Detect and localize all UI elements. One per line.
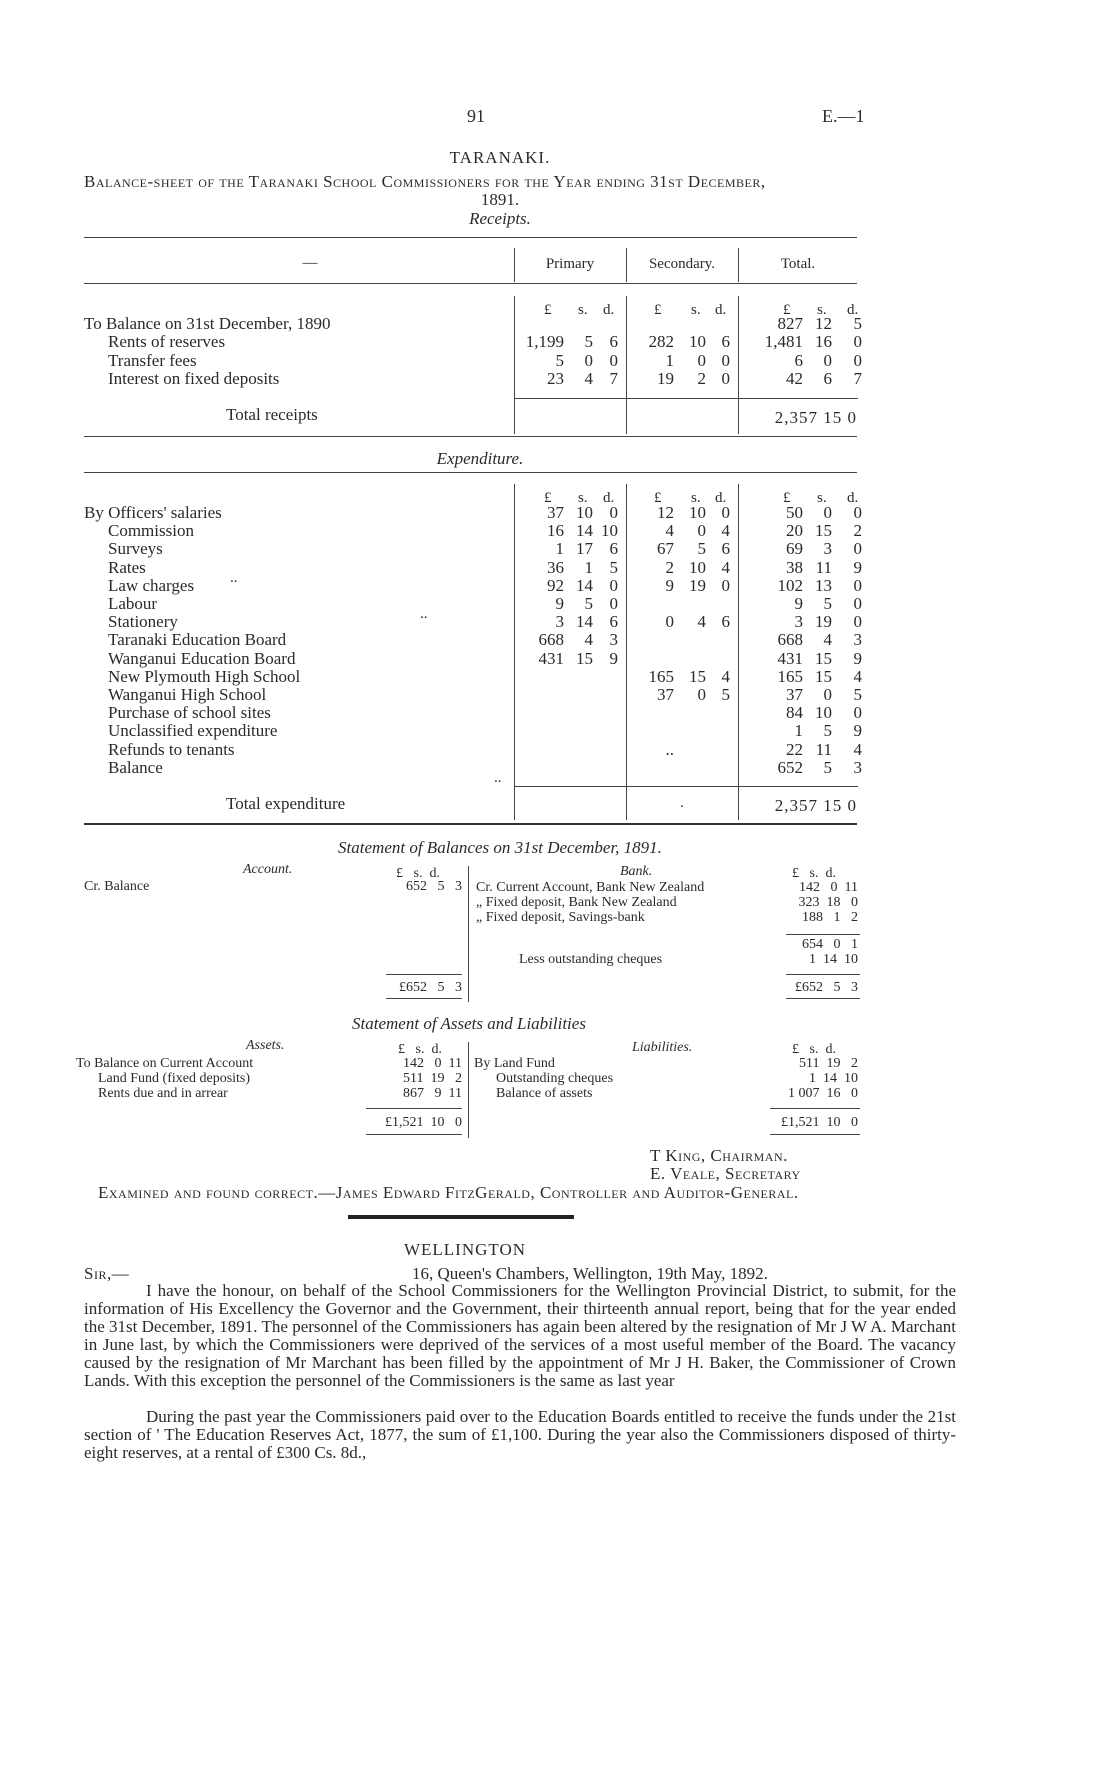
amount-pence: 9 <box>853 557 862 577</box>
amount-pounds: 2 <box>665 557 674 577</box>
col-divider <box>626 484 627 820</box>
less-cheques-value: 1 14 10 <box>809 952 858 967</box>
amount-pence: 5 <box>853 314 862 333</box>
amount-pence: 3 <box>609 630 618 650</box>
total-rule <box>386 974 462 975</box>
amount-pence: 0 <box>853 350 862 370</box>
page-number: 91 <box>467 106 485 126</box>
leader-dot: . <box>680 795 684 811</box>
amount-shillings: 14 <box>576 575 593 595</box>
amount-pounds: 827 <box>777 314 803 333</box>
unit-pound: £ <box>654 302 662 318</box>
table-row-label: Interest on fixed deposits <box>108 368 280 388</box>
bank-row-value: 142 0 11 <box>799 880 858 895</box>
amount-pounds: 668 <box>777 630 803 650</box>
amount-shillings: 0 <box>697 685 706 704</box>
col-header-blank: — <box>302 255 318 271</box>
subtotal-rule <box>514 786 626 787</box>
amount-shillings: 0 <box>823 503 832 522</box>
cr-balance-label: Cr. Balance <box>84 879 150 894</box>
amount-shillings: 15 <box>576 648 593 668</box>
amount-pence: 2 <box>853 521 862 541</box>
assets-units-right: £ s. d. <box>792 1042 836 1057</box>
amount-pence: 4 <box>721 557 730 577</box>
amount-pounds: 431 <box>777 648 803 668</box>
letter-address: 16, Queen's Chambers, Wellington, 19th May, 1892. <box>412 1264 768 1283</box>
amount-shillings: 0 <box>823 350 832 370</box>
table-row-label: Taranaki Education Board <box>108 630 287 650</box>
amount-shillings: 10 <box>815 703 832 723</box>
amount-shillings: 14 <box>576 521 593 541</box>
table-row-label: Stationery <box>108 612 178 632</box>
amount-shillings: 10 <box>689 332 706 352</box>
unit-pence: d. <box>603 302 615 318</box>
amount-pence: 0 <box>609 594 618 613</box>
amount-shillings: 5 <box>697 539 706 559</box>
balances-total-right: £652 5 3 <box>795 980 858 995</box>
table-row-label: Wanganui Education Board <box>108 648 296 668</box>
amount-pounds: 1,199 <box>525 332 564 352</box>
amount-shillings: 5 <box>823 721 832 741</box>
total-rule <box>386 998 462 999</box>
report-code: E.—1 <box>822 106 865 126</box>
amount-shillings: 4 <box>697 612 706 632</box>
cr-balance-value: 652 5 3 <box>406 879 462 894</box>
balances-divider <box>468 866 469 1002</box>
unit-shillings: s. <box>578 490 588 506</box>
amount-shillings: 11 <box>815 739 832 759</box>
expenditure-top-rule <box>84 472 857 473</box>
amount-pence: 0 <box>721 575 730 595</box>
amount-shillings: 17 <box>576 539 593 559</box>
table-row-label: Surveys <box>108 539 163 559</box>
amount-pounds: 67 <box>657 539 674 559</box>
table-row-label: Labour <box>108 594 158 613</box>
amount-pounds: 0 <box>665 612 674 632</box>
amount-pence: 3 <box>853 757 862 777</box>
amount-pence: 3 <box>853 630 862 650</box>
amount-shillings: 1 <box>584 557 593 577</box>
balances-heading: Statement of Balances on 31st December, 1891. <box>338 838 662 857</box>
amount-pounds: 6 <box>794 350 803 370</box>
amount-pence: 6 <box>721 612 730 632</box>
total-expenditure-value: 2,357 15 0 <box>774 796 857 815</box>
amount-pounds: 102 <box>777 575 803 595</box>
expenditure-heading: Expenditure. <box>436 449 524 468</box>
amount-pence: 6 <box>609 612 618 632</box>
table-row-label: Transfer fees <box>108 350 197 370</box>
asset-row-value: 511 19 2 <box>403 1071 462 1086</box>
amount-shillings: 5 <box>823 757 832 777</box>
bank-row-label: Cr. Current Account, Bank New Zealand <box>476 880 705 895</box>
bank-row-label: „ Fixed deposit, Savings-bank <box>476 910 645 925</box>
total-rule <box>770 1134 860 1135</box>
amount-pence: 6 <box>609 332 618 352</box>
amount-shillings: 5 <box>823 594 832 613</box>
amount-pence: 10 <box>601 521 618 541</box>
header-rule <box>84 283 857 284</box>
amount-pence: 4 <box>853 666 862 686</box>
receipts-bottom-rule <box>84 436 857 437</box>
unit-pence: d. <box>847 302 859 318</box>
amount-pounds: 37 <box>657 685 674 704</box>
amount-pence: 0 <box>853 575 862 595</box>
unit-pence: d. <box>847 490 859 506</box>
amount-pounds: 9 <box>794 594 803 613</box>
amount-pounds: 92 <box>547 575 564 595</box>
amount-shillings: 10 <box>689 557 706 577</box>
bank-row-label: „ Fixed deposit, Bank New Zealand <box>476 895 677 910</box>
amount-pounds: 668 <box>538 630 564 650</box>
amount-shillings: 6 <box>823 368 832 388</box>
table-row-label: Wanganui High School <box>108 685 267 704</box>
total-receipts-value: 2,357 15 0 <box>774 408 857 427</box>
amount-shillings: 19 <box>815 612 832 632</box>
total-expenditure-label: Total expenditure <box>226 794 346 813</box>
amount-pence: 7 <box>853 368 862 388</box>
subtotal-rule <box>626 398 738 399</box>
section-title: TARANAKI. <box>449 148 551 167</box>
amount-pence: 4 <box>853 739 862 759</box>
asset-row-label: Land Fund (fixed deposits) <box>98 1071 251 1086</box>
bank-row-value: 188 1 2 <box>802 910 858 925</box>
amount-shillings: 15 <box>815 666 832 686</box>
total-rule <box>786 998 860 999</box>
table-row-label: To Balance on 31st December, 1890 <box>84 314 331 333</box>
unit-pence: d. <box>715 490 727 506</box>
asset-row-label: To Balance on Current Account <box>76 1056 254 1071</box>
amount-shillings: 4 <box>584 368 593 388</box>
subtotal-rule <box>738 786 858 787</box>
amount-shillings: 16 <box>815 332 832 352</box>
amount-pounds: 282 <box>648 332 674 352</box>
amount-shillings: 11 <box>815 557 832 577</box>
unit-pence: d. <box>715 302 727 318</box>
unit-shillings: s. <box>691 490 701 506</box>
amount-shillings: 0 <box>697 350 706 370</box>
amount-shillings: 0 <box>823 685 832 704</box>
amount-shillings: 15 <box>815 648 832 668</box>
table-row-label: Rents of reserves <box>108 332 226 352</box>
subtitle-line1: Balance-sheet of the Taranaki School Commissioners for the Year ending 31st December, <box>84 172 766 191</box>
unit-pound: £ <box>783 302 791 318</box>
amount-shillings: 13 <box>815 575 832 595</box>
amount-pounds: 652 <box>777 757 803 777</box>
assets-total-right: £1,521 10 0 <box>781 1115 858 1130</box>
subtotal-rule <box>738 398 858 399</box>
amount-shillings: 15 <box>689 666 706 686</box>
amount-shillings: 14 <box>576 612 593 632</box>
amount-pence: 0 <box>721 350 730 370</box>
unit-pound: £ <box>654 490 662 506</box>
amount-pounds: 4 <box>665 521 674 541</box>
amount-pounds: 1,481 <box>764 332 803 352</box>
amount-shillings: 19 <box>689 575 706 595</box>
amount-pounds: 5 <box>555 350 564 370</box>
amount-pounds: 165 <box>648 666 674 686</box>
assets-divider <box>468 1042 469 1138</box>
amount-pence: 4 <box>721 521 730 541</box>
amount-pounds: 1 <box>665 350 674 370</box>
amount-pounds: 37 <box>786 685 803 704</box>
amount-shillings: 10 <box>689 503 706 522</box>
bank-row-value: 323 18 0 <box>798 895 858 910</box>
amount-shillings: 5 <box>584 594 593 613</box>
bank-heading: Bank. <box>620 864 653 879</box>
subtotal-rule <box>786 934 860 935</box>
table-top-rule <box>84 237 857 238</box>
amount-pounds: 42 <box>786 368 803 388</box>
amount-pence: 9 <box>853 648 862 668</box>
amount-pounds: 22 <box>786 739 803 759</box>
amount-pence: 9 <box>609 648 618 668</box>
amount-pounds: 9 <box>555 594 564 613</box>
table-row-label: Rates <box>108 557 146 577</box>
amount-pence: 5 <box>721 685 730 704</box>
leader-dots: .. <box>420 606 428 622</box>
table-row-label: Commission <box>108 521 194 541</box>
col-header-secondary: Secondary. <box>648 256 716 272</box>
amount-pence: 6 <box>609 539 618 559</box>
liability-row-value: 511 19 2 <box>799 1056 858 1071</box>
subtotal-rule <box>626 786 738 787</box>
letter-paragraph-2: During the past year the Commissioners paid over to the Education Boards entitled to receive the funds under the 21st section of ' The Education Reserves Act, 1877, the sum of £1,100. During the year also the Commissioners disposed of thirty-eight reserves, at a rental of £300 Cs. 8d., <box>84 1407 956 1462</box>
amount-pence: 9 <box>853 721 862 741</box>
balances-units-left: £ s. d. <box>396 866 440 881</box>
amount-pounds: 36 <box>547 557 564 577</box>
amount-pence: 0 <box>609 575 618 595</box>
col-divider <box>626 296 627 434</box>
liabilities-subheading: Liabilities. <box>632 1040 693 1055</box>
amount-shillings: 4 <box>823 630 832 650</box>
amount-pounds: 1 <box>555 539 564 559</box>
balances-total-left: £652 5 3 <box>399 980 462 995</box>
amount-pence: 5 <box>609 557 618 577</box>
total-rule <box>366 1134 462 1135</box>
amount-pence: 0 <box>853 594 862 613</box>
amount-pounds: 16 <box>547 521 564 541</box>
secretary-signature: E. Veale, Secretary <box>650 1164 801 1183</box>
unit-pence: d. <box>603 490 615 506</box>
table-row-label: Refunds to tenants <box>108 739 235 759</box>
amount-pounds: 37 <box>547 503 564 522</box>
amount-shillings: 0 <box>584 350 593 370</box>
subtotal-rule <box>514 398 626 399</box>
amount-pounds: 3 <box>555 612 564 632</box>
table-row-label: By Officers' salaries <box>84 503 222 522</box>
amount-pounds: 69 <box>786 539 803 559</box>
unit-shillings: s. <box>817 490 827 506</box>
table-row-label: New Plymouth High School <box>108 666 301 686</box>
liability-row-label: Outstanding cheques <box>496 1071 614 1086</box>
bank-subtotal: 654 0 1 <box>802 937 858 952</box>
asset-row-value: 142 0 11 <box>403 1056 462 1071</box>
amount-shillings: 12 <box>815 314 832 333</box>
amount-shillings: 15 <box>815 521 832 541</box>
unit-pound: £ <box>544 490 552 506</box>
amount-pounds: 50 <box>786 503 803 522</box>
total-receipts-label: Total receipts <box>226 405 318 424</box>
amount-shillings: 0 <box>697 521 706 541</box>
amount-pence: 0 <box>853 503 862 522</box>
liability-row-value: 1 007 16 0 <box>788 1086 858 1101</box>
amount-pounds: 1 <box>794 721 803 741</box>
amount-pence: 0 <box>609 503 618 522</box>
total-rule <box>366 1108 462 1109</box>
unit-pound: £ <box>544 302 552 318</box>
asset-row-label: Rents due and in arrear <box>98 1086 228 1101</box>
amount-pence: 0 <box>609 350 618 370</box>
col-header-primary: Primary <box>545 256 595 272</box>
amount-shillings: 5 <box>584 332 593 352</box>
amount-pence: 0 <box>853 332 862 352</box>
amount-pounds: 12 <box>657 503 674 522</box>
letter-paragraph-1: I have the honour, on behalf of the School Commissioners for the Wellington Provincial District, to submit, for the information of His Excellency the Governor and the Government, their thirteenth annual report, being that for the year ended the 31st December, 1891. The personnel of the Commissioners has again been altered by the resignation of Mr J W A. Marchant in June last, by which the Commissioners were deprived of the services of a most useful member of the Board. The vacancy caused by the resignation of Mr Marchant has been filled by the appointment of Mr J H. Baker, the Commissioner of Crown Lands. With this exception the personnel of the Commissioners is the same as last year <box>84 1281 956 1390</box>
account-heading: Account. <box>243 862 293 877</box>
chairman-signature: T King, Chairman. <box>650 1146 788 1165</box>
unit-shillings: s. <box>691 302 701 318</box>
unit-pound: £ <box>783 490 791 506</box>
table-row-label: Balance <box>108 757 163 777</box>
amount-shillings: 4 <box>584 630 593 650</box>
liability-row-label: Balance of assets <box>496 1086 593 1101</box>
total-rule <box>770 1108 860 1109</box>
balances-units-right: £ s. d. <box>792 866 836 881</box>
leader-dots: .. <box>494 770 502 786</box>
liability-row-value: 1 14 10 <box>809 1071 858 1086</box>
amount-pounds: 38 <box>786 557 803 577</box>
amount-pounds: 3 <box>794 612 803 632</box>
amount-pounds: 9 <box>665 575 674 595</box>
amount-shillings: 2 <box>697 368 706 388</box>
asset-row-value: 867 9 11 <box>403 1086 462 1101</box>
col-header-total: Total. <box>780 256 816 272</box>
amount-pence: 7 <box>609 368 618 388</box>
amount-shillings: 3 <box>823 539 832 559</box>
amount-pounds: 165 <box>777 666 803 686</box>
amount-pence: 6 <box>721 539 730 559</box>
section-separator <box>348 1215 574 1219</box>
amount-shillings: 10 <box>576 503 593 522</box>
liability-row-label: By Land Fund <box>474 1056 555 1071</box>
amount-pence: 4 <box>721 666 730 686</box>
amount-pounds: 19 <box>657 368 674 388</box>
assets-units-left: £ s. d. <box>398 1042 442 1057</box>
table-row-label: Unclassified expenditure <box>108 721 278 741</box>
amount-pounds: 23 <box>547 368 564 388</box>
assets-subheading: Assets. <box>246 1038 285 1053</box>
assets-total-left: £1,521 10 0 <box>385 1115 462 1130</box>
amount-pounds: 84 <box>786 703 803 723</box>
amount-pence: 6 <box>721 332 730 352</box>
unit-shillings: s. <box>578 302 588 318</box>
amount-pounds: 431 <box>538 648 564 668</box>
amount-pence: 0 <box>721 368 730 388</box>
expenditure-bottom-rule <box>84 823 857 825</box>
amount-pence: 0 <box>853 539 862 559</box>
subtitle-line2: 1891. <box>480 190 520 209</box>
auditor-note: Examined and found correct.—James Edward FitzGerald, Controller and Auditor-General. <box>98 1183 799 1202</box>
assets-heading: Statement of Assets and Liabilities <box>352 1014 586 1033</box>
amount-pence: 0 <box>853 612 862 632</box>
wellington-heading: WELLINGTON <box>403 1240 527 1259</box>
salutation: Sir,— <box>84 1264 130 1283</box>
leader-dots: .. <box>230 570 238 586</box>
table-row-label: Purchase of school sites <box>108 703 271 723</box>
less-cheques-label: Less outstanding cheques <box>519 952 663 967</box>
col-divider <box>738 296 739 434</box>
table-row-label: Law charges <box>108 575 195 595</box>
amount-pence: 5 <box>853 685 862 704</box>
col-divider <box>738 484 739 820</box>
amount-pounds: 20 <box>786 521 803 541</box>
amount-pounds: .. <box>665 739 674 759</box>
receipts-heading: Receipts. <box>469 209 531 228</box>
amount-pence: 0 <box>721 503 730 522</box>
amount-pence: 0 <box>853 703 862 723</box>
total-rule <box>786 974 860 975</box>
unit-shillings: s. <box>817 302 827 318</box>
